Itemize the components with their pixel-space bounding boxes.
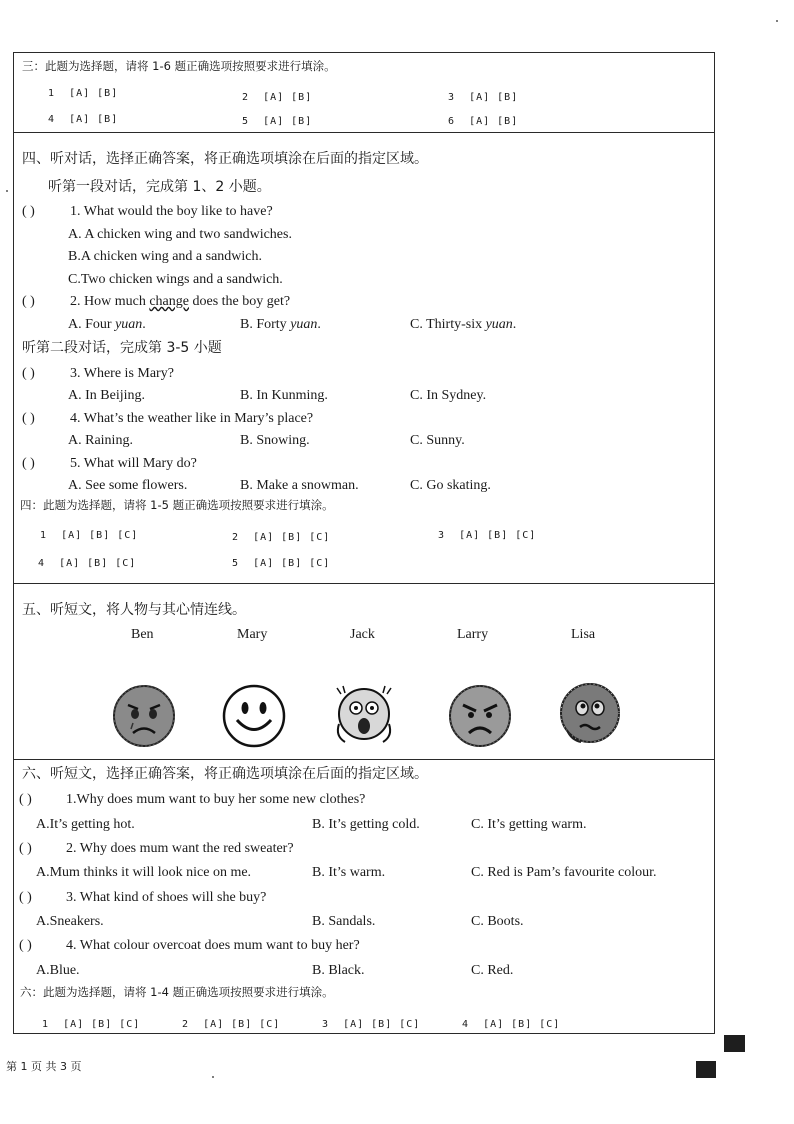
question-2: 2. Why does mum want the red sweater? [66,841,294,856]
option-a: A.Mum thinks it will look nice on me. [36,865,252,880]
bubble-row[interactable]: 5 [A] [B] [242,116,313,127]
part-2-instruction: 听第二段对话，完成第 3-5 小题 [22,340,222,356]
option-a: A. Four yuan. [68,317,146,332]
section-4 [14,133,714,584]
bubble-row[interactable]: 3 [A] [B] [C] [438,530,537,541]
option-c: C. In Sydney. [410,388,487,403]
section-3 [14,53,714,133]
person-name: Lisa [571,627,596,642]
question-4: 4. What’s the weather like in Mary’s place? [70,411,314,426]
option-c: C. Thirty-six yuan. [410,317,517,332]
person-name: Jack [350,627,375,642]
question-3: 3. What kind of shoes will she buy? [66,890,267,905]
answer-paren[interactable]: ( ) [22,411,35,426]
option-a: A. See some flowers. [68,478,188,493]
bubble-row[interactable]: 3 [A] [B] [C] [322,1019,421,1030]
angry-face-icon[interactable] [447,683,513,749]
answer-sheet-frame [13,52,715,1034]
bubble-row[interactable]: 6 [A] [B] [448,116,519,127]
bubble-row[interactable]: 3 [A] [B] [448,92,519,103]
question-3: 3. Where is Mary? [70,366,174,381]
person-name: Ben [131,627,154,642]
bubble-row[interactable]: 2 [A] [B] [C] [232,532,331,543]
option-a: A.Sneakers. [36,914,104,929]
section-5-title: 五、听短文，将人物与其心情连线。 [22,602,246,618]
question-1: 1. What would the boy like to have? [70,204,273,219]
person-name: Larry [457,627,489,642]
happy-face-icon[interactable] [221,683,287,749]
answer-paren[interactable]: ( ) [22,294,35,309]
option-a: A.Blue. [36,963,80,978]
answer-paren[interactable]: ( ) [19,890,32,905]
scared-face-icon[interactable] [331,680,397,746]
option-c: C. Sunny. [410,433,465,448]
bubble-row[interactable]: 1 [A] [B] [C] [42,1019,141,1030]
option-b: B. Black. [312,963,365,978]
answer-paren[interactable]: ( ) [19,938,32,953]
option-a: A.It’s getting hot. [36,817,135,832]
option-c: C.Two chicken wings and a sandwich. [68,272,283,287]
sad-face-icon[interactable] [111,683,177,749]
bubble-row[interactable]: 2 [A] [B] [C] [182,1019,281,1030]
option-b: B.A chicken wing and a sandwich. [68,249,263,264]
option-c: C. Boots. [471,914,524,929]
section-4-title: 四、听对话，选择正确答案，将正确选项填涂在后面的指定区域。 [22,151,428,167]
answer-paren[interactable]: ( ) [19,792,32,807]
bubble-row[interactable]: 4 [A] [B] [C] [38,558,137,569]
answer-paren[interactable]: ( ) [19,841,32,856]
worried-face-icon[interactable] [557,680,623,746]
question-5: 5. What will Mary do? [70,456,197,471]
option-b: B. It’s getting cold. [312,817,420,832]
option-c: C. Red. [471,963,514,978]
section-5 [14,584,714,760]
question-4: 4. What colour overcoat does mum want to buy her? [66,938,360,953]
section-3-note: 三：此题为选择题，请将 1-6 题正确选项按照要求进行填涂。 [22,59,336,73]
section-4-note: 四：此题为选择题，请将 1-5 题正确选项按照要求进行填涂。 [20,498,334,512]
option-c: C. Red is Pam’s favourite colour. [471,865,657,880]
scan-speck [6,190,8,192]
alignment-mark [696,1061,716,1078]
bubble-row[interactable]: 2 [A] [B] [242,92,313,103]
section-6-title: 六、听短文，选择正确答案，将正确选项填涂在后面的指定区域。 [22,766,428,782]
option-b: B. In Kunming. [240,388,328,403]
option-c: C. It’s getting warm. [471,817,587,832]
answer-paren[interactable]: ( ) [22,366,35,381]
page-footer: 第 1 页 共 3 页 [6,1060,82,1073]
bubble-row[interactable]: 5 [A] [B] [C] [232,558,331,569]
option-b: B. Snowing. [240,433,310,448]
bubble-row[interactable]: 1 [A] [B] [48,88,119,99]
option-b: B. Make a snowman. [240,478,359,493]
option-a: A. In Beijing. [68,388,145,403]
question-2: 2. How much change does the boy get? [70,294,291,309]
bubble-row[interactable]: 4 [A] [B] [C] [462,1019,561,1030]
part-1-instruction: 听第一段对话，完成第 1、2 小题。 [48,179,271,195]
answer-paren[interactable]: ( ) [22,456,35,471]
option-b: B. Forty yuan. [240,317,321,332]
option-b: B. Sandals. [312,914,376,929]
answer-paren[interactable]: ( ) [22,204,35,219]
option-b: B. It’s warm. [312,865,386,880]
question-1: 1.Why does mum want to buy her some new clothes? [66,792,366,807]
section-6 [14,760,714,1035]
alignment-mark [724,1035,745,1052]
scan-speck [212,1076,214,1078]
scan-speck [776,20,778,22]
bubble-row[interactable]: 4 [A] [B] [48,114,119,125]
bubble-row[interactable]: 1 [A] [B] [C] [40,530,139,541]
section-6-note: 六：此题为选择题，请将 1-4 题正确选项按照要求进行填涂。 [20,985,334,999]
option-a: A. A chicken wing and two sandwiches. [68,227,292,242]
option-c: C. Go skating. [410,478,491,493]
person-name: Mary [237,627,268,642]
option-a: A. Raining. [68,433,133,448]
